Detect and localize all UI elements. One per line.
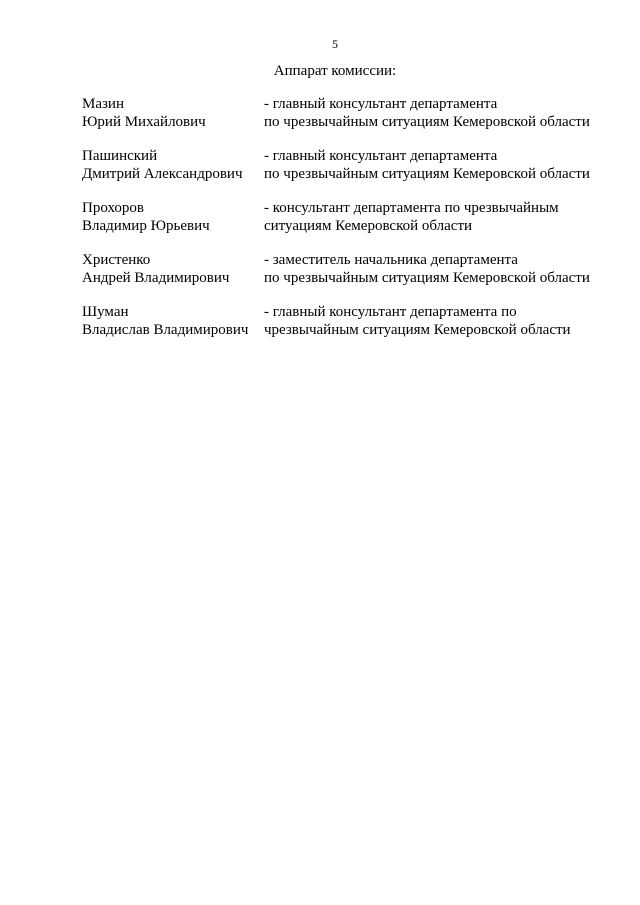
member-position-line: - главный консультант департамента по	[264, 304, 517, 320]
commission-staff-list	[82, 96, 612, 356]
member-given-names: Андрей Владимирович	[82, 269, 230, 286]
member-name	[82, 304, 264, 339]
member-position	[264, 304, 612, 339]
member-surname: Прохоров	[82, 200, 144, 216]
member-surname: Шуман	[82, 304, 129, 320]
member-name	[82, 252, 264, 287]
member-name	[82, 148, 264, 183]
member-row	[82, 148, 612, 183]
member-position-line: по чрезвычайным ситуациям Кемеровской области	[264, 165, 590, 182]
member-name	[82, 96, 264, 131]
member-given-names: Владислав Владимирович	[82, 321, 249, 338]
member-given-names: Дмитрий Александрович	[82, 165, 243, 182]
member-surname: Пашинский	[82, 148, 158, 164]
member-position-line: - консультант департамента по чрезвычайным	[264, 200, 559, 216]
member-position-line: - главный консультант департамента	[264, 96, 498, 112]
member-surname: Христенко	[82, 252, 151, 268]
member-given-names: Юрий Михайлович	[82, 113, 206, 130]
member-row	[82, 96, 612, 131]
page-number: 5	[332, 37, 338, 51]
member-position-line: по чрезвычайным ситуациям Кемеровской области	[264, 269, 590, 286]
member-position	[264, 96, 612, 131]
member-position-line: - заместитель начальника департамента	[264, 252, 518, 268]
member-surname: Мазин	[82, 96, 124, 112]
member-position-line: чрезвычайным ситуациям Кемеровской области	[264, 321, 571, 338]
member-position-line: ситуациям Кемеровской области	[264, 217, 473, 234]
member-row	[82, 252, 612, 287]
member-position	[264, 148, 612, 183]
member-given-names: Владимир Юрьевич	[82, 217, 210, 234]
member-row	[82, 304, 612, 339]
member-position	[264, 200, 612, 235]
member-name	[82, 200, 264, 235]
section-title: Аппарат комиссии:	[273, 63, 397, 79]
member-position	[264, 252, 612, 287]
member-position-line: - главный консультант департамента	[264, 148, 498, 164]
member-position-line: по чрезвычайным ситуациям Кемеровской области	[264, 113, 590, 130]
member-row	[82, 200, 612, 235]
